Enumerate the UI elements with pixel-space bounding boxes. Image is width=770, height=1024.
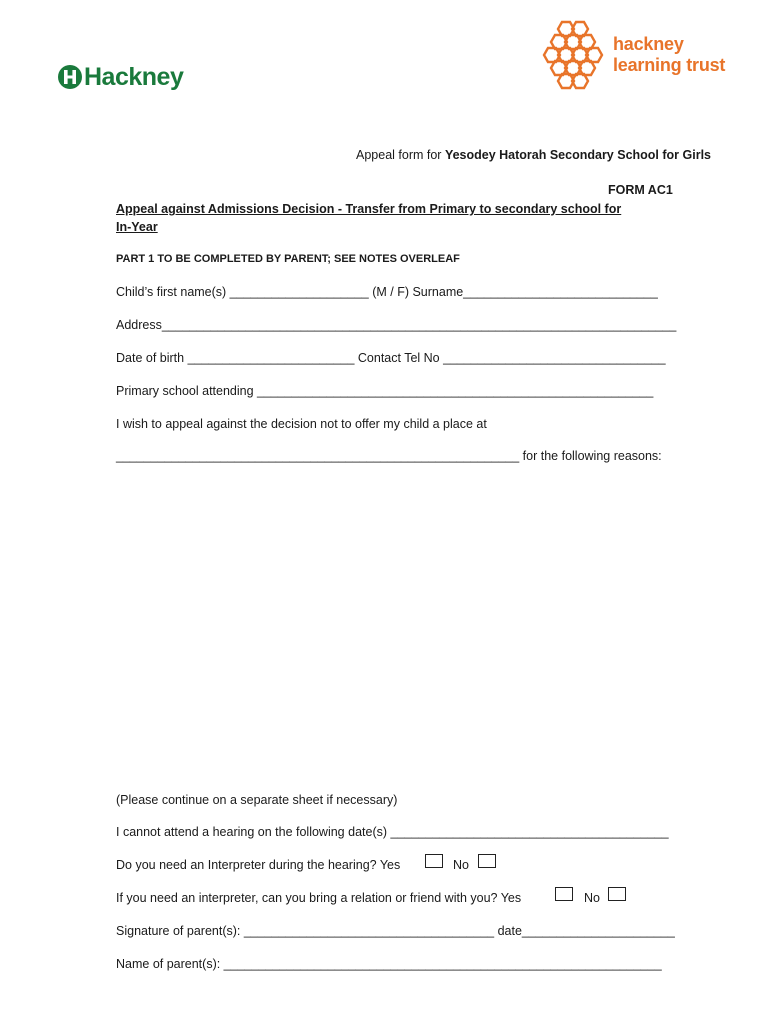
hackney-wordmark: Hackney — [84, 62, 184, 91]
school-name: Yesodey Hatorah Secondary School for Girls — [444, 148, 711, 162]
continue-note: (Please continue on a separate sheet if necessary) — [116, 793, 398, 807]
form-title-line1: Appeal against Admissions Decision - Transfer from Primary to secondary school for — [116, 202, 622, 216]
form-title-line2: In-Year — [116, 220, 158, 234]
dob-contact-field[interactable]: Date of birth ________________________ Contact Tel No ________________________________ — [116, 351, 666, 365]
interpreter-yes-checkbox[interactable] — [425, 854, 443, 868]
hackney-h-icon — [57, 64, 83, 90]
relation-no-label: No — [584, 891, 600, 905]
appeal-prefix: Appeal form for — [356, 148, 445, 162]
relation-yes-checkbox[interactable] — [555, 887, 573, 901]
honeycomb-icon — [540, 18, 610, 96]
appeal-statement: I wish to appeal against the decision not to offer my child a place at — [116, 417, 487, 431]
hearing-dates-field[interactable]: I cannot attend a hearing on the following date(s) ________________________________________ — [116, 825, 669, 839]
form-code: FORM AC1 — [608, 183, 673, 197]
signature-date-field[interactable]: Signature of parent(s): ____________________________________ date______________________ — [116, 924, 675, 938]
hlt-text-line1: hackney — [613, 34, 684, 54]
appeal-form-heading — [356, 148, 711, 162]
interpreter-no-label: No — [453, 858, 469, 872]
child-name-field[interactable]: Child’s first name(s) ____________________ (M / F) Surname____________________________ — [116, 285, 658, 299]
primary-school-field[interactable]: Primary school attending _________________________________________________________ — [116, 384, 654, 398]
relation-no-checkbox[interactable] — [608, 887, 626, 901]
hackney-learning-trust-logo — [540, 18, 740, 96]
interpreter-question: Do you need an Interpreter during the hearing? Yes — [116, 858, 401, 872]
parent-name-field[interactable]: Name of parent(s): _______________________________________________________________ — [116, 957, 662, 971]
hackney-logo — [57, 60, 183, 94]
part1-heading: PART 1 TO BE COMPLETED BY PARENT; SEE NOTES OVERLEAF — [116, 253, 460, 265]
school-reasons-field[interactable]: __________________________________________________________ for the following reasons: — [116, 449, 662, 463]
address-field[interactable]: Address__________________________________________________________________________ — [116, 318, 677, 332]
hlt-text-line2: learning trust — [613, 55, 726, 75]
relation-question: If you need an interpreter, can you bring a relation or friend with you? Yes — [116, 891, 522, 905]
interpreter-no-checkbox[interactable] — [478, 854, 496, 868]
